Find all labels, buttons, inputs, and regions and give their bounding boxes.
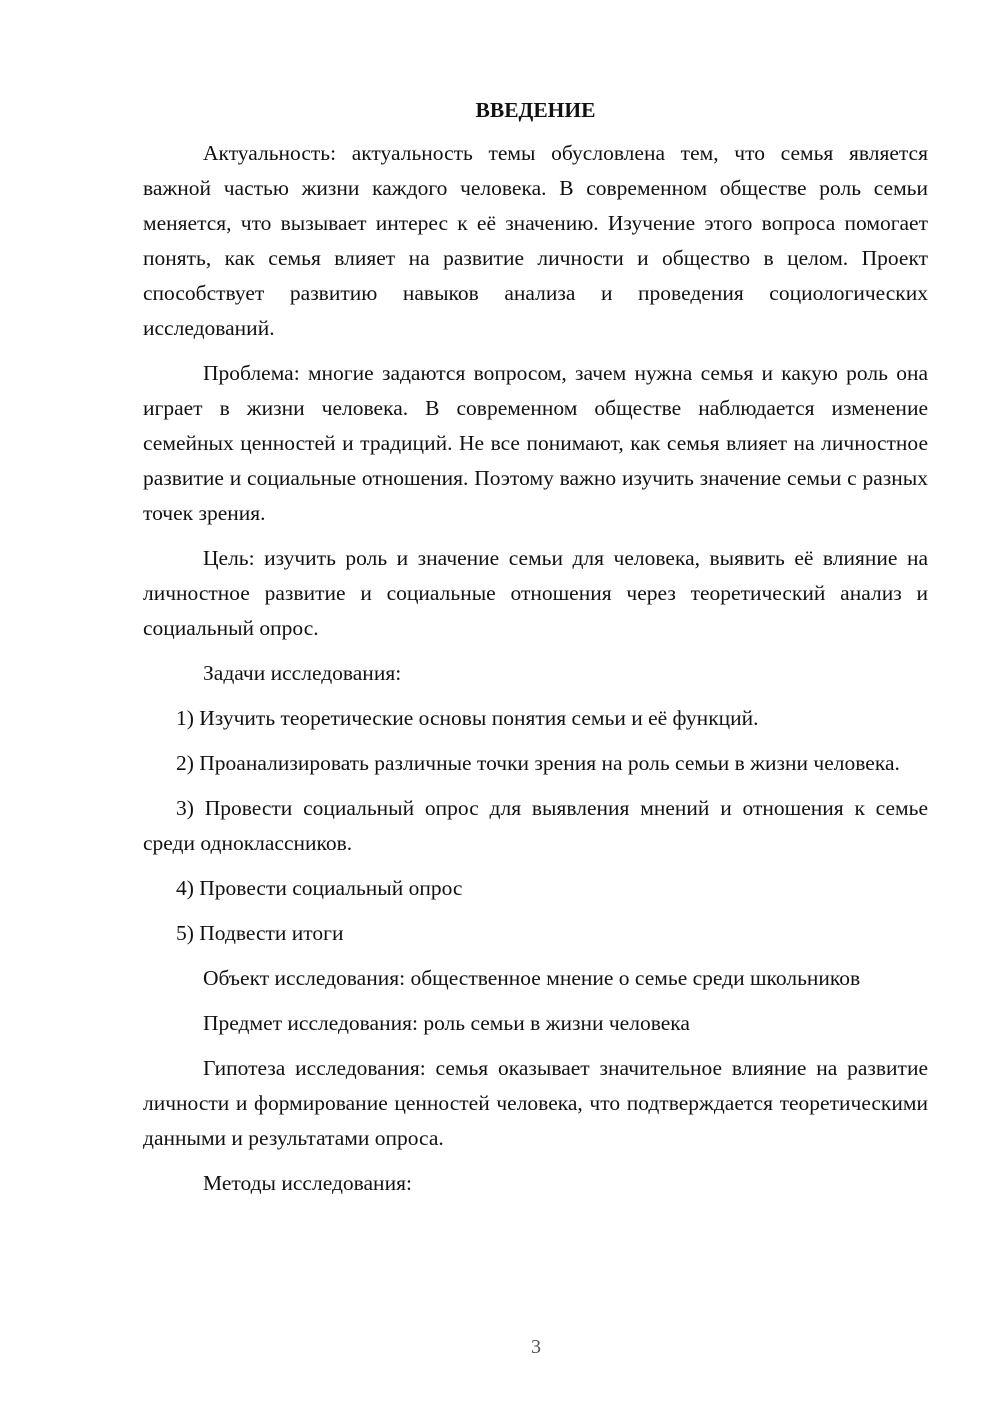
page-number: 3	[531, 1336, 541, 1358]
methods-heading: Методы исследования:	[203, 1171, 412, 1195]
task-item-1: 1) Изучить теоретические основы понятия семьи и её функций.	[176, 706, 759, 730]
paragraph-object: Объект исследования: общественное мнение о семье среди школьников	[203, 966, 861, 990]
section-title: ВВЕДЕНИЕ	[475, 98, 596, 122]
task-item-5: 5) Подвести итоги	[176, 921, 344, 945]
paragraph-hypothesis: Гипотеза исследования: семья оказывает значительное влияние на развитие личности и формирование ценностей человека, что подтверждается теоретическими данными и результатами опроса.	[143, 1056, 928, 1150]
task-item-2: 2) Проанализировать различные точки зрения на роль семьи в жизни человека.	[176, 751, 900, 775]
tasks-heading: Задачи исследования:	[203, 661, 402, 685]
page-content	[143, 96, 928, 1211]
task-item-3: 3) Провести социальный опрос для выявления мнений и отношения к семье среди одноклассников.	[143, 796, 928, 855]
paragraph-goal: Цель: изучить роль и значение семьи для человека, выявить её влияние на личностное развитие и социальные отношения через теоретический анализ и социальный опрос.	[143, 546, 928, 640]
paragraph-relevance: Актуальность: актуальность темы обусловлена тем, что семья является важной частью жизни каждого человека. В современном обществе роль семьи меняется, что вызывает интерес к её значению. Изучение этого вопроса помогает понять, как семья влияет на развитие личности и общество в целом. Проект способствует развитию навыков анализа и проведения социологических исследований.	[143, 141, 928, 340]
task-item-4: 4) Провести социальный опрос	[176, 876, 463, 900]
paragraph-subject: Предмет исследования: роль семьи в жизни человека	[203, 1011, 690, 1035]
paragraph-problem: Проблема: многие задаются вопросом, зачем нужна семья и какую роль она играет в жизни человека. В современном обществе наблюдается изменение семейных ценностей и традиций. Не все понимают, как семья влияет на личностное развитие и социальные отношения. Поэтому важно изучить значение семьи с разных точек зрения.	[143, 361, 928, 525]
